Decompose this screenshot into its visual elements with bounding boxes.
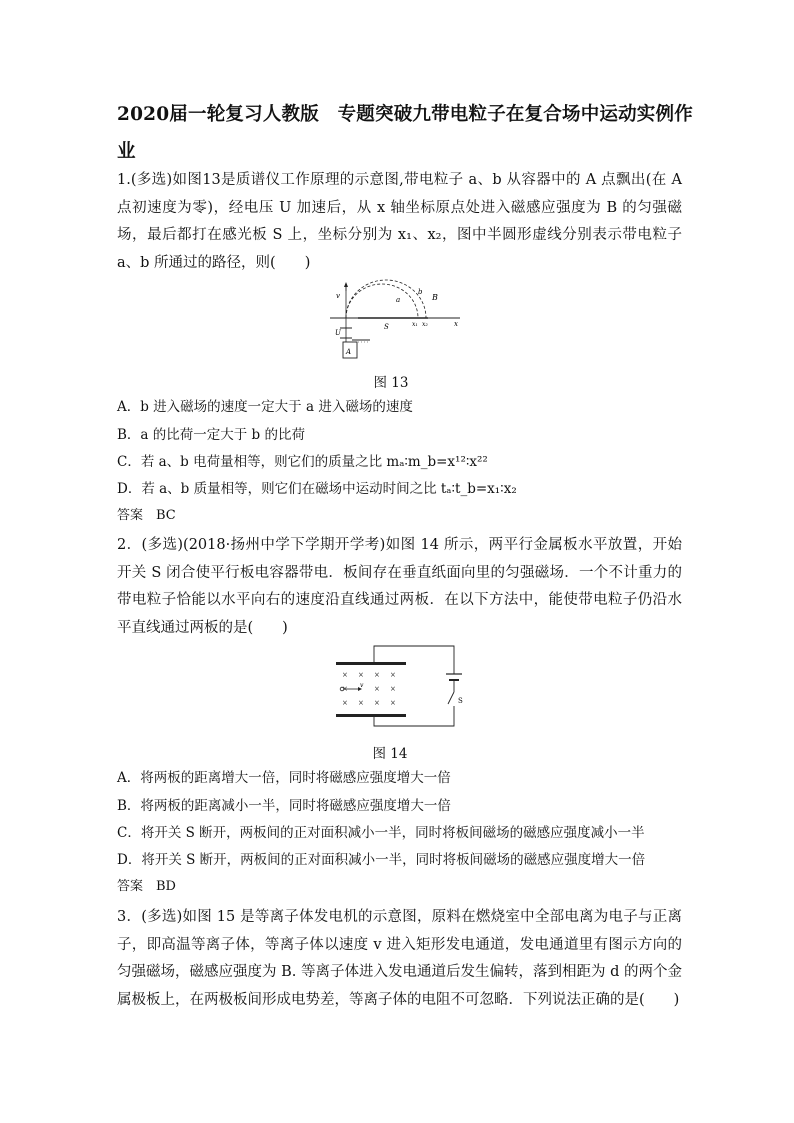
svg-text:×: × (342, 671, 348, 679)
label-field-b: B (432, 293, 438, 302)
label-s: S (384, 323, 389, 331)
question-1-option-c: C．若 a、b 电荷量相等，则它们的质量之比 mₐ∶m_b=x¹²∶x²² (117, 454, 488, 470)
question-3-stem: 3．(多选)如图 15 是等离子体发电机的示意图，原料在燃烧室中全部电离为电子与正离子，即高温等离子体，等离子体以速度 v 进入矩形发电通道，发电通道里有图示方向的匀强磁场，磁感应强度为 B. 等离子体进入发电通道后发生偏转，落到相距为 d 的两个金属极板上，在两极板间形成电势差，等离子体的电阻不可忽略．下列说法正确的是( ) (117, 909, 682, 1008)
question-1-answer: 答案 BC (117, 508, 176, 523)
label-u: U (335, 329, 341, 337)
label-switch-s: S (458, 697, 463, 705)
path-a (346, 284, 418, 318)
svg-text:×: × (390, 671, 396, 679)
svg-text:×: × (390, 685, 396, 693)
lower-plate (336, 714, 406, 717)
velocity-arrow (344, 282, 348, 287)
label-v-14: v (360, 682, 364, 689)
question-2-option-b: B．将两板的距离减小一半，同时将磁感应强度增大一倍 (117, 798, 451, 814)
label-x: x (454, 320, 458, 328)
question-1-option-a: A．b 进入磁场的速度一定大于 a 进入磁场的速度 (117, 399, 413, 415)
svg-text:×: × (342, 699, 348, 707)
label-v: v (336, 292, 340, 300)
label-x1: x₁ (412, 321, 418, 328)
question-1-stem: 1.(多选)如图13是质谱仪工作原理的示意图,带电粒子 a、b 从容器中的 A 点飘出(在 A 点初速度为零)，经电压 U 加速后，从 x 轴坐标原点处进入磁感应强度为 B 的匀强磁场，最后都打在感光板 S 上，坐标分别为 x₁、x₂，图中半圆形虚线分别表示带电粒子 a、b 所通过的路径，则( ) (117, 172, 682, 271)
svg-text:×: × (358, 671, 364, 679)
question-2-answer: 答案 BD (117, 879, 176, 894)
question-2-option-a: A．将两板的距离增大一倍，同时将磁感应强度增大一倍 (117, 770, 451, 786)
figure-13-mass-spectrometer (328, 276, 468, 366)
label-b: b (418, 288, 423, 296)
svg-text:×: × (358, 699, 364, 707)
figure-14-caption: 图 14 (372, 746, 408, 762)
label-a: a (396, 296, 401, 304)
page-title: 2020届一轮复习人教版 专题突破九带电粒子在复合场中运动实例作业 (117, 104, 693, 162)
question-2-stem: 2．(多选)(2018·扬州中学下学期开学考)如图 14 所示，两平行金属板水平放置，开始开关 S 闭合使平行板电容器带电．板间存在垂直纸面向里的匀强磁场．一个不计重力的带电粒子恰能以水平向右的速度沿直线通过两板．在以下方法中，能使带电粒子仍沿水平直线通过两板的是( ) (117, 537, 682, 636)
question-2-option-c: C．将开关 S 断开，两板间的正对面积减小一半，同时将板间磁场的磁感应强度减小一半 (117, 825, 645, 841)
question-2-option-d: D．将开关 S 断开，两板间的正对面积减小一半，同时将板间磁场的磁感应强度增大一倍 (117, 852, 646, 868)
path-b (346, 280, 426, 318)
svg-text:×: × (374, 699, 380, 707)
svg-text:×: × (374, 685, 380, 693)
figure-13-caption: 图 13 (373, 375, 409, 391)
label-a-container: A (346, 348, 352, 356)
question-1-option-b: B．a 的比荷一定大于 b 的比荷 (117, 427, 305, 443)
upper-plate (336, 662, 406, 665)
figure-14-capacitor-field (330, 640, 470, 732)
question-1-option-d: D．若 a、b 质量相等，则它们在磁场中运动时间之比 tₐ∶t_b=x₁∶x₂ (117, 481, 517, 497)
svg-text:×: × (342, 685, 348, 693)
label-x2: x₂ (422, 321, 428, 328)
switch-s (448, 692, 454, 704)
wire-top (374, 646, 454, 674)
svg-text:×: × (374, 671, 380, 679)
svg-text:×: × (390, 699, 396, 707)
